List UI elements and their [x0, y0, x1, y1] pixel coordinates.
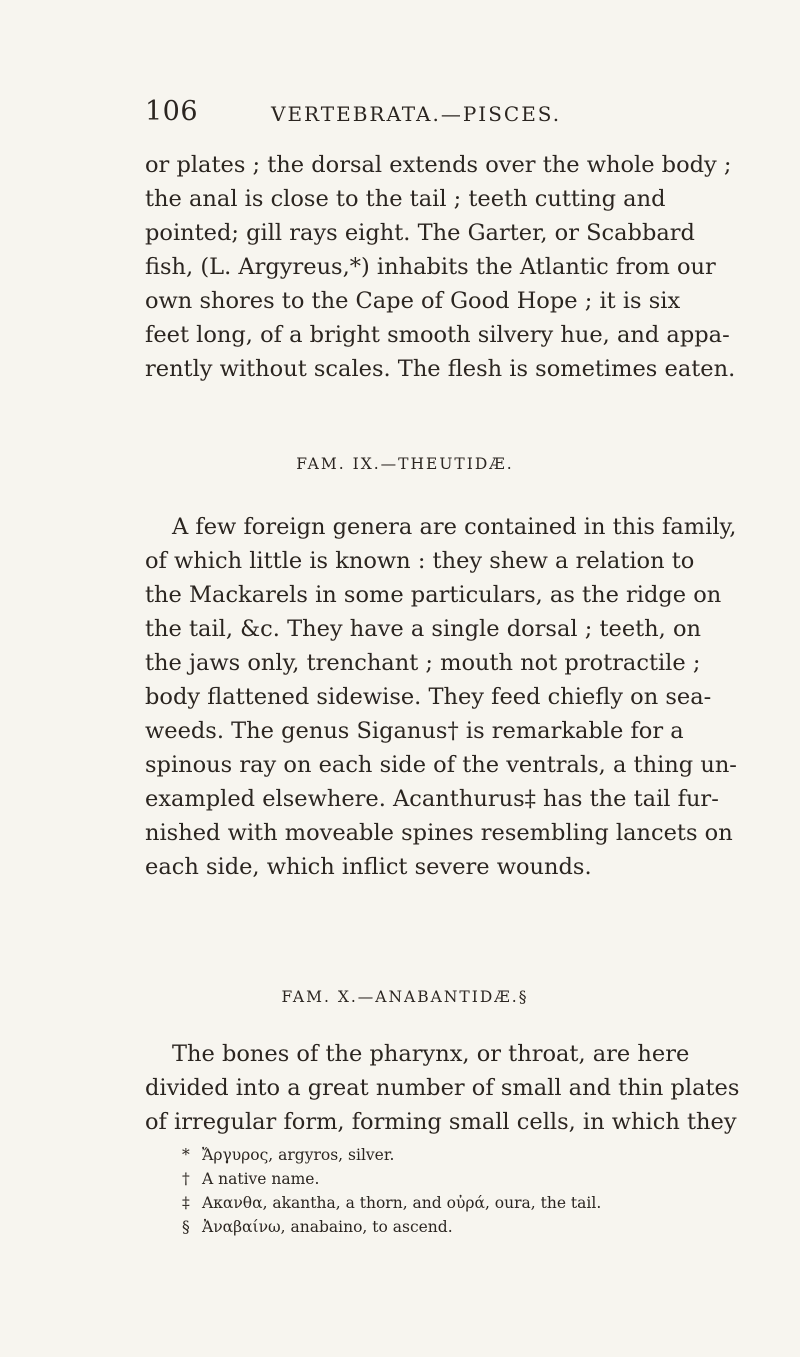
- text-line: the tail, &c. They have a single dorsal ; teeth, on: [145, 616, 702, 642]
- text-line: of irregular form, forming small cells, in which they: [145, 1109, 737, 1135]
- footnote-mark: §: [182, 1218, 190, 1236]
- footnote: [182, 1215, 662, 1239]
- text-line: divided into a great number of small and thin plates: [145, 1075, 740, 1101]
- text-line: of which little is known : they shew a relation to: [145, 548, 695, 574]
- section-heading-anabantidae: FAM. X.—ANABANTIDÆ.§: [281, 988, 529, 1006]
- text-line: exampled elsewhere. Acanthurus‡ has the tail fur-: [145, 786, 719, 812]
- text-line: fish, (L. Argyreus,*) inhabits the Atlantic from our: [145, 254, 716, 280]
- footnote-mark: †: [182, 1170, 190, 1188]
- running-title: VERTEBRATA.—PISCES.: [271, 102, 562, 126]
- section-heading-theutidae: FAM. IX.—THEUTIDÆ.: [296, 455, 514, 473]
- text-line: the Mackarels in some particulars, as the ridge on: [145, 582, 722, 608]
- text-line: each side, which inflict severe wounds.: [145, 854, 592, 880]
- running-head: [145, 96, 665, 136]
- text-line: pointed; gill rays eight. The Garter, or Scabbard: [145, 220, 695, 246]
- text-line: the anal is close to the tail ; teeth cutting and: [145, 186, 666, 212]
- text-line: weeds. The genus Siganus† is remarkable for a: [145, 718, 684, 744]
- footnote: [182, 1191, 662, 1215]
- footnote-mark: *: [182, 1146, 190, 1164]
- text-line: nished with moveable spines resembling lancets on: [145, 820, 733, 846]
- text-line: own shores to the Cape of Good Hope ; it is six: [145, 288, 681, 314]
- text-line: spinous ray on each side of the ventrals, a thing un-: [145, 752, 737, 778]
- footnote: [182, 1143, 662, 1167]
- footnote-text: Ακανθα, akantha, a thorn, and οὐρά, oura, the tail.: [202, 1194, 602, 1212]
- page-number: 106: [145, 96, 199, 127]
- footnote: [182, 1167, 662, 1191]
- text-line: The bones of the pharynx, or throat, are here: [172, 1041, 690, 1067]
- footnotes: [182, 1143, 662, 1239]
- footnote-text: A native name.: [202, 1170, 320, 1188]
- footnote-text: Ἀναβαίνω, anabaino, to ascend.: [202, 1218, 453, 1236]
- paragraph-anabantidae: [145, 1037, 740, 1139]
- footnote-text: Ἄργυρος, argyros, silver.: [202, 1146, 395, 1164]
- text-line: or plates ; the dorsal extends over the whole body ;: [145, 152, 732, 178]
- text-line: feet long, of a bright smooth silvery hue, and appa-: [145, 322, 730, 348]
- paragraph-theutidae: [145, 510, 737, 884]
- paragraph-scabbard-fish: [145, 148, 736, 386]
- text-line: the jaws only, trenchant ; mouth not protractile ;: [145, 650, 701, 676]
- text-line: rently without scales. The flesh is sometimes eaten.: [145, 356, 736, 382]
- text-line: A few foreign genera are contained in this family,: [172, 514, 737, 540]
- text-line: body flattened sidewise. They feed chiefly on sea-: [145, 684, 712, 710]
- footnote-mark: ‡: [182, 1194, 190, 1212]
